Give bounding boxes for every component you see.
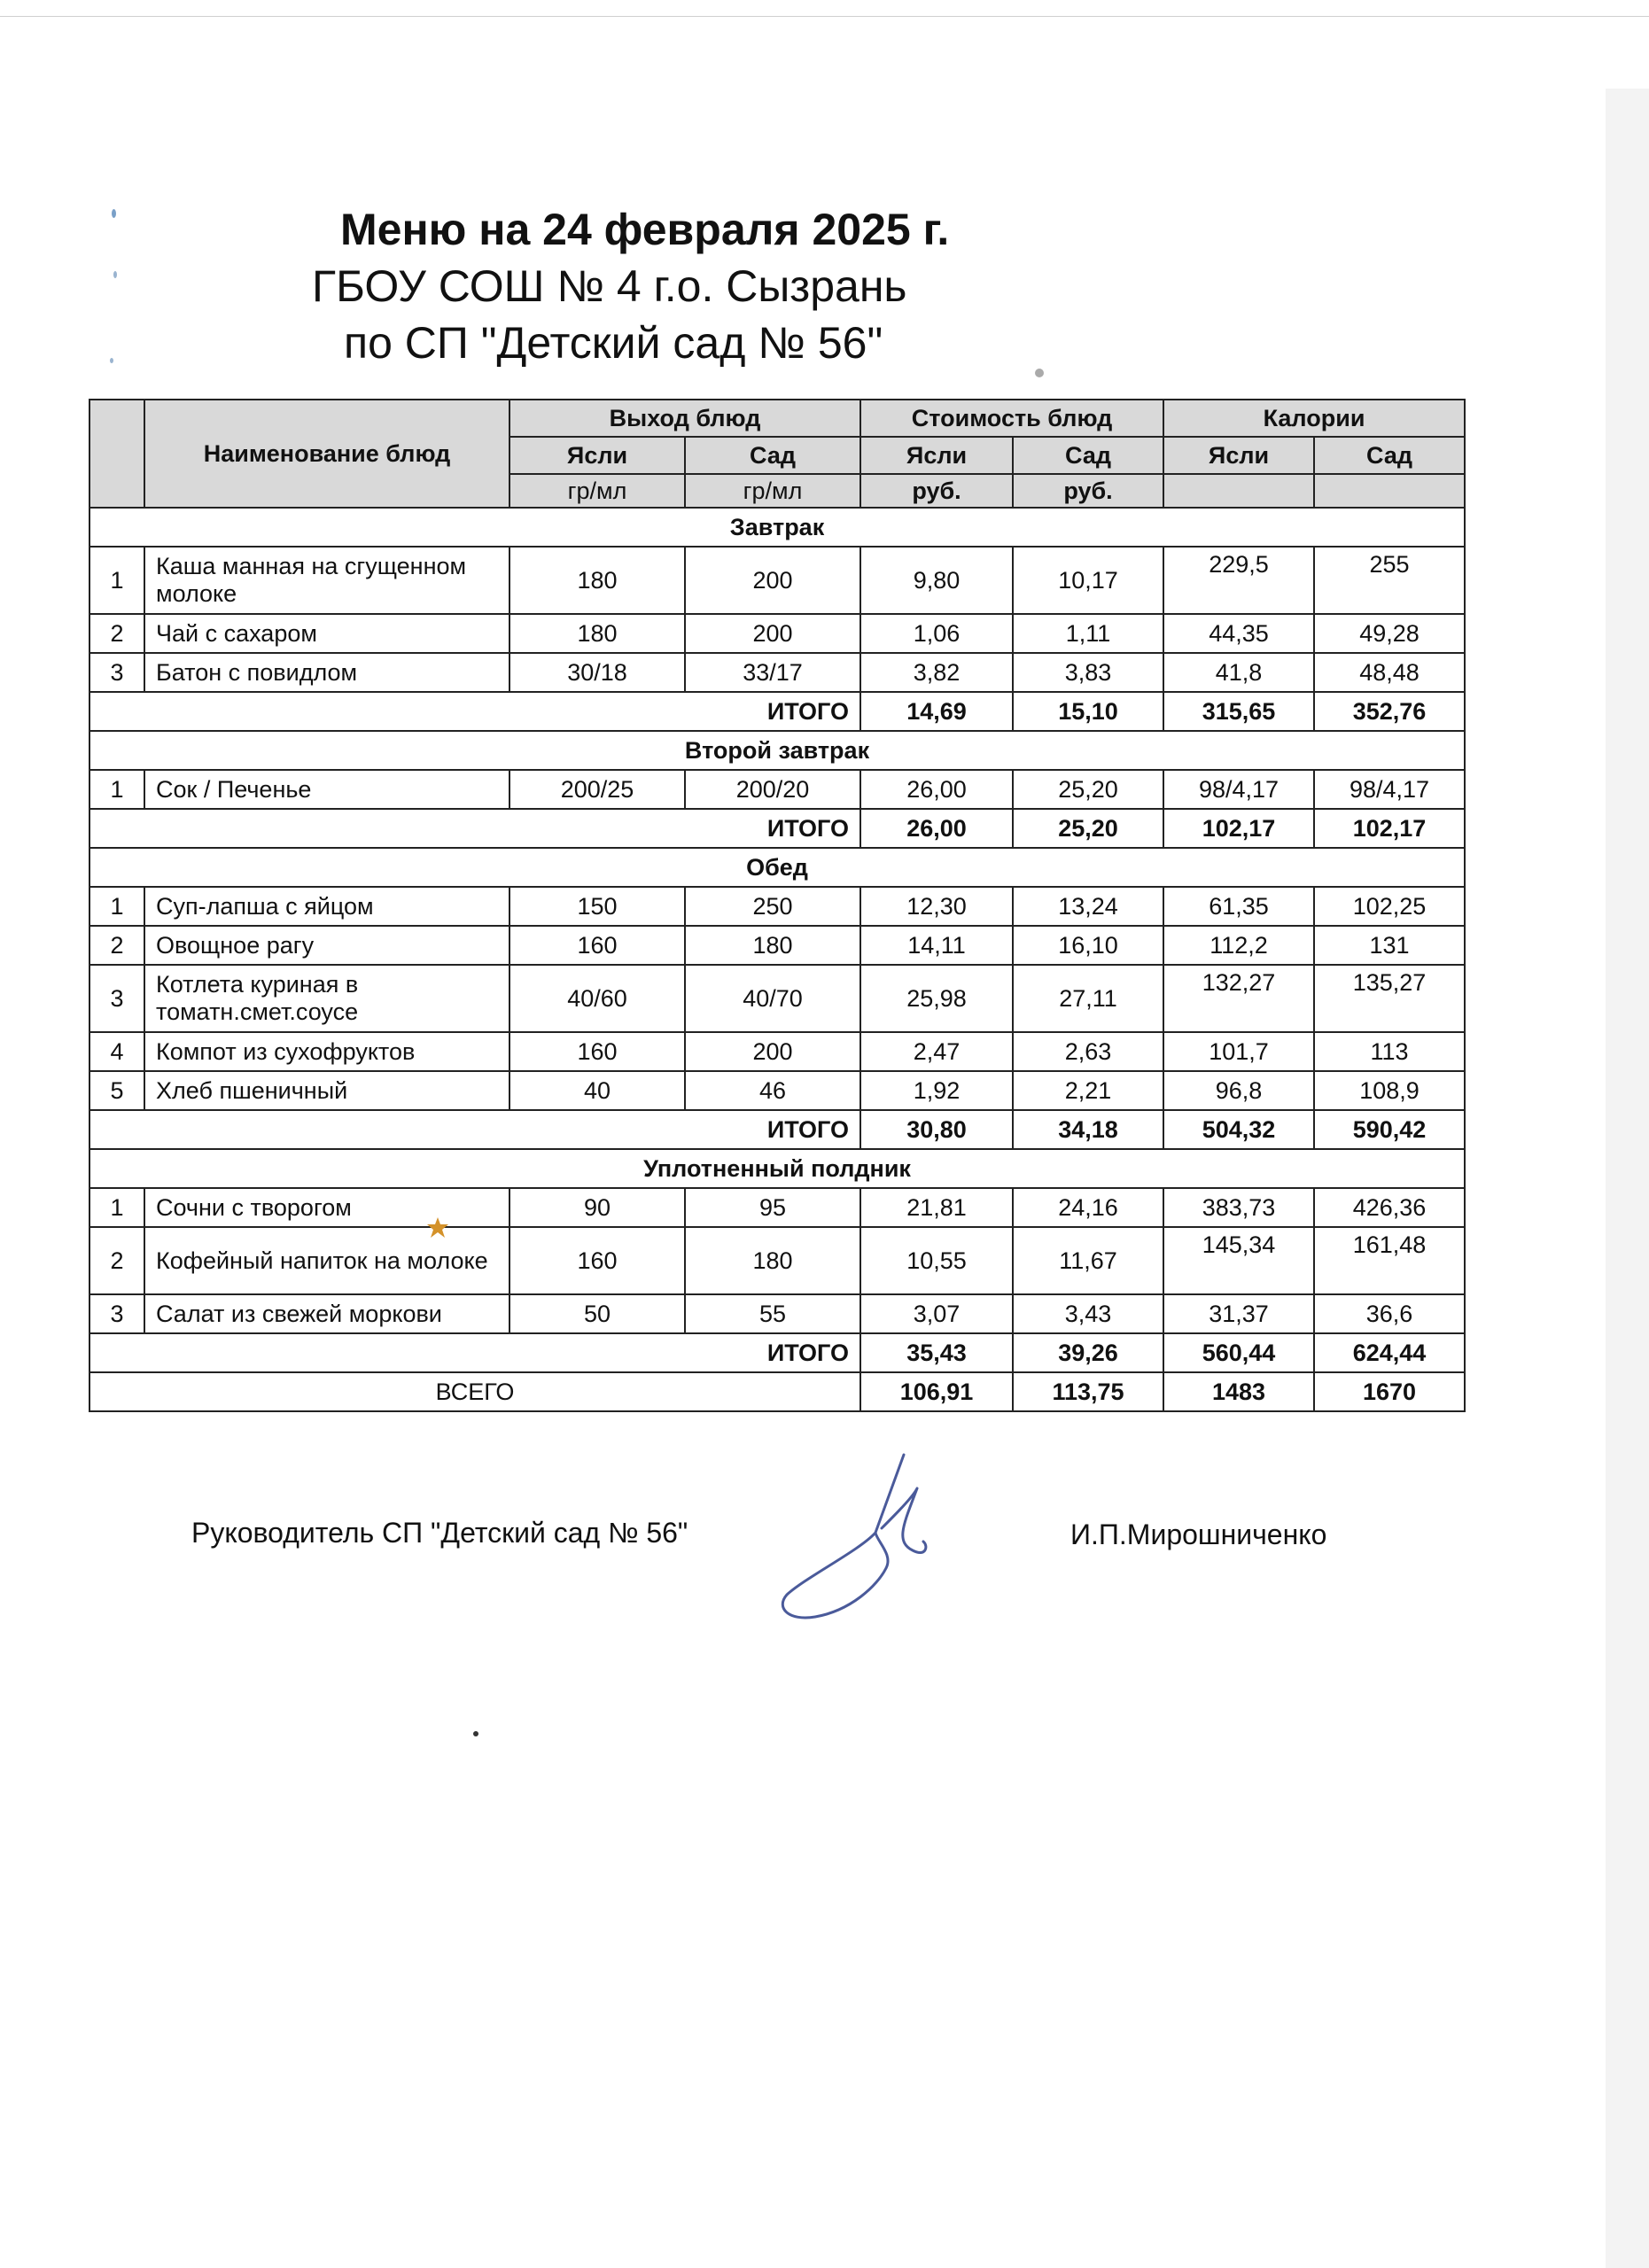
speck-dot bbox=[112, 209, 116, 218]
speck-dot bbox=[473, 1731, 478, 1736]
dish-name: Каша манная на сгущенном молоке bbox=[144, 547, 509, 614]
yield-sad: 200 bbox=[685, 1032, 860, 1071]
total-cost-sad: 39,26 bbox=[1013, 1333, 1163, 1372]
cost-yasli: 21,81 bbox=[860, 1188, 1013, 1227]
cost-sad: 1,11 bbox=[1013, 614, 1163, 653]
yield-sad: 95 bbox=[685, 1188, 860, 1227]
yield-sad: 180 bbox=[685, 1227, 860, 1294]
header-cost-sad: Сад bbox=[1013, 437, 1163, 474]
total-calories-sad: 102,17 bbox=[1314, 809, 1465, 848]
total-row bbox=[89, 692, 1465, 731]
yield-sad: 200 bbox=[685, 614, 860, 653]
dish-number: 1 bbox=[89, 547, 144, 614]
unit-yield-yasli: гр/мл bbox=[509, 474, 685, 508]
yield-yasli: 50 bbox=[509, 1294, 685, 1333]
menu-title: Меню на 24 февраля 2025 г. bbox=[340, 205, 950, 254]
scan-edge-line bbox=[0, 16, 1649, 17]
total-calories-sad: 624,44 bbox=[1314, 1333, 1465, 1372]
total-cost-sad: 34,18 bbox=[1013, 1110, 1163, 1149]
calories-sad: 98/4,17 bbox=[1314, 770, 1465, 809]
dish-number: 4 bbox=[89, 1032, 144, 1071]
cost-sad: 13,24 bbox=[1013, 887, 1163, 926]
cost-yasli: 26,00 bbox=[860, 770, 1013, 809]
calories-sad: 49,28 bbox=[1314, 614, 1465, 653]
speck-dot bbox=[113, 271, 117, 278]
yield-yasli: 160 bbox=[509, 1032, 685, 1071]
dish-number: 2 bbox=[89, 1227, 144, 1294]
grand-total-row bbox=[89, 1372, 1465, 1411]
header-yield-sad: Сад bbox=[685, 437, 860, 474]
cost-yasli: 25,98 bbox=[860, 965, 1013, 1032]
cost-yasli: 10,55 bbox=[860, 1227, 1013, 1294]
dish-name: Овощное рагу bbox=[144, 926, 509, 965]
dish-name: Кофейный напиток на молоке bbox=[144, 1227, 509, 1294]
ink-stain-mark bbox=[425, 1216, 450, 1240]
total-row bbox=[89, 809, 1465, 848]
section-title: Завтрак bbox=[89, 508, 1465, 547]
header-yield-yasli: Ясли bbox=[509, 437, 685, 474]
dish-row bbox=[89, 1032, 1465, 1071]
dish-row bbox=[89, 926, 1465, 965]
cost-sad: 3,83 bbox=[1013, 653, 1163, 692]
total-cost-sad: 25,20 bbox=[1013, 809, 1163, 848]
header-cost-yasli: Ясли bbox=[860, 437, 1013, 474]
speck-dot bbox=[1035, 369, 1044, 377]
signer-name: И.П.Мирошниченко bbox=[1070, 1518, 1327, 1550]
total-cost-yasli: 26,00 bbox=[860, 809, 1013, 848]
yield-yasli: 40/60 bbox=[509, 965, 685, 1032]
yield-sad: 46 bbox=[685, 1071, 860, 1110]
header-num-cell bbox=[89, 400, 144, 508]
calories-yasli: 98/4,17 bbox=[1163, 770, 1314, 809]
grand-calories-sad: 1670 bbox=[1314, 1372, 1465, 1411]
calories-yasli: 112,2 bbox=[1163, 926, 1314, 965]
calories-sad: 426,36 bbox=[1314, 1188, 1465, 1227]
unit-cal-yasli bbox=[1163, 474, 1314, 508]
dish-row bbox=[89, 547, 1465, 614]
grand-cost-yasli: 106,91 bbox=[860, 1372, 1013, 1411]
cost-yasli: 3,07 bbox=[860, 1294, 1013, 1333]
menu-table bbox=[89, 399, 1466, 1412]
cost-sad: 16,10 bbox=[1013, 926, 1163, 965]
dish-row bbox=[89, 1188, 1465, 1227]
total-calories-yasli: 560,44 bbox=[1163, 1333, 1314, 1372]
calories-sad: 135,27 bbox=[1314, 965, 1465, 1032]
dish-name: Чай с сахаром bbox=[144, 614, 509, 653]
total-row bbox=[89, 1110, 1465, 1149]
yield-yasli: 40 bbox=[509, 1071, 685, 1110]
dish-number: 5 bbox=[89, 1071, 144, 1110]
dish-name: Батон с повидлом bbox=[144, 653, 509, 692]
school-name: ГБОУ СОШ № 4 г.о. Сызрань bbox=[312, 261, 907, 311]
speck-dot bbox=[110, 358, 113, 363]
unit-cost-yasli: руб. bbox=[860, 474, 1013, 508]
dish-name: Хлеб пшеничный bbox=[144, 1071, 509, 1110]
calories-sad: 255 bbox=[1314, 547, 1465, 614]
section-row bbox=[89, 731, 1465, 770]
signature-role: Руководитель СП "Детский сад № 56" bbox=[191, 1517, 688, 1549]
cost-sad: 3,43 bbox=[1013, 1294, 1163, 1333]
unit-name: по СП "Детский сад № 56" bbox=[344, 318, 883, 368]
calories-yasli: 41,8 bbox=[1163, 653, 1314, 692]
calories-sad: 108,9 bbox=[1314, 1071, 1465, 1110]
calories-yasli: 96,8 bbox=[1163, 1071, 1314, 1110]
calories-yasli: 383,73 bbox=[1163, 1188, 1314, 1227]
header-yield: Выход блюд bbox=[509, 400, 860, 437]
dish-row bbox=[89, 965, 1465, 1032]
total-row bbox=[89, 1333, 1465, 1372]
calories-sad: 36,6 bbox=[1314, 1294, 1465, 1333]
calories-sad: 48,48 bbox=[1314, 653, 1465, 692]
cost-yasli: 12,30 bbox=[860, 887, 1013, 926]
cost-sad: 24,16 bbox=[1013, 1188, 1163, 1227]
total-cost-sad: 15,10 bbox=[1013, 692, 1163, 731]
yield-yasli: 150 bbox=[509, 887, 685, 926]
section-row bbox=[89, 848, 1465, 887]
cost-sad: 10,17 bbox=[1013, 547, 1163, 614]
total-cost-yasli: 14,69 bbox=[860, 692, 1013, 731]
calories-yasli: 132,27 bbox=[1163, 965, 1314, 1032]
unit-cost-sad: руб. bbox=[1013, 474, 1163, 508]
scan-margin-strip bbox=[1606, 89, 1649, 2268]
header-calories: Калории bbox=[1163, 400, 1465, 437]
dish-row bbox=[89, 1071, 1465, 1110]
handwritten-signature bbox=[771, 1444, 948, 1630]
grand-cost-sad: 113,75 bbox=[1013, 1372, 1163, 1411]
dish-row bbox=[89, 653, 1465, 692]
cost-yasli: 2,47 bbox=[860, 1032, 1013, 1071]
yield-sad: 200/20 bbox=[685, 770, 860, 809]
total-label: ИТОГО bbox=[89, 1110, 860, 1149]
dish-name: Сок / Печенье bbox=[144, 770, 509, 809]
yield-yasli: 180 bbox=[509, 547, 685, 614]
dish-name: Компот из сухофруктов bbox=[144, 1032, 509, 1071]
cost-yasli: 3,82 bbox=[860, 653, 1013, 692]
unit-yield-sad: гр/мл bbox=[685, 474, 860, 508]
dish-number: 1 bbox=[89, 887, 144, 926]
total-calories-yasli: 315,65 bbox=[1163, 692, 1314, 731]
calories-yasli: 145,34 bbox=[1163, 1227, 1314, 1294]
yield-sad: 250 bbox=[685, 887, 860, 926]
calories-sad: 131 bbox=[1314, 926, 1465, 965]
cost-yasli: 14,11 bbox=[860, 926, 1013, 965]
dish-number: 2 bbox=[89, 614, 144, 653]
yield-yasli: 180 bbox=[509, 614, 685, 653]
cost-sad: 2,63 bbox=[1013, 1032, 1163, 1071]
dish-number: 3 bbox=[89, 1294, 144, 1333]
dish-number: 1 bbox=[89, 770, 144, 809]
cost-yasli: 9,80 bbox=[860, 547, 1013, 614]
cost-sad: 25,20 bbox=[1013, 770, 1163, 809]
dish-name: Котлета куриная в томатн.смет.соусе bbox=[144, 965, 509, 1032]
calories-yasli: 44,35 bbox=[1163, 614, 1314, 653]
section-row bbox=[89, 508, 1465, 547]
yield-yasli: 160 bbox=[509, 926, 685, 965]
dish-number: 2 bbox=[89, 926, 144, 965]
cost-yasli: 1,06 bbox=[860, 614, 1013, 653]
calories-sad: 102,25 bbox=[1314, 887, 1465, 926]
cost-sad: 2,21 bbox=[1013, 1071, 1163, 1110]
yield-yasli: 160 bbox=[509, 1227, 685, 1294]
cost-sad: 11,67 bbox=[1013, 1227, 1163, 1294]
dish-number: 1 bbox=[89, 1188, 144, 1227]
dish-number: 3 bbox=[89, 653, 144, 692]
dish-row bbox=[89, 770, 1465, 809]
yield-sad: 40/70 bbox=[685, 965, 860, 1032]
header-dish-name: Наименование блюд bbox=[144, 400, 509, 508]
total-label: ИТОГО bbox=[89, 1333, 860, 1372]
header-cal-yasli: Ясли bbox=[1163, 437, 1314, 474]
calories-yasli: 61,35 bbox=[1163, 887, 1314, 926]
dish-number: 3 bbox=[89, 965, 144, 1032]
cost-sad: 27,11 bbox=[1013, 965, 1163, 1032]
yield-sad: 180 bbox=[685, 926, 860, 965]
yield-sad: 55 bbox=[685, 1294, 860, 1333]
dish-row bbox=[89, 1227, 1465, 1294]
section-title: Уплотненный полдник bbox=[89, 1149, 1465, 1188]
total-cost-yasli: 35,43 bbox=[860, 1333, 1013, 1372]
grand-total-label: ВСЕГО bbox=[89, 1372, 860, 1411]
yield-yasli: 30/18 bbox=[509, 653, 685, 692]
total-label: ИТОГО bbox=[89, 692, 860, 731]
grand-calories-yasli: 1483 bbox=[1163, 1372, 1314, 1411]
cost-yasli: 1,92 bbox=[860, 1071, 1013, 1110]
dish-row bbox=[89, 887, 1465, 926]
total-calories-yasli: 504,32 bbox=[1163, 1110, 1314, 1149]
dish-name: Салат из свежей моркови bbox=[144, 1294, 509, 1333]
calories-yasli: 31,37 bbox=[1163, 1294, 1314, 1333]
dish-row bbox=[89, 1294, 1465, 1333]
section-row bbox=[89, 1149, 1465, 1188]
total-cost-yasli: 30,80 bbox=[860, 1110, 1013, 1149]
yield-yasli: 200/25 bbox=[509, 770, 685, 809]
header-cost: Стоимость блюд bbox=[860, 400, 1163, 437]
total-calories-yasli: 102,17 bbox=[1163, 809, 1314, 848]
section-title: Обед bbox=[89, 848, 1465, 887]
unit-cal-sad bbox=[1314, 474, 1465, 508]
yield-sad: 200 bbox=[685, 547, 860, 614]
header-cal-sad: Сад bbox=[1314, 437, 1465, 474]
total-label: ИТОГО bbox=[89, 809, 860, 848]
dish-name: Сочни с творогом bbox=[144, 1188, 509, 1227]
yield-yasli: 90 bbox=[509, 1188, 685, 1227]
yield-sad: 33/17 bbox=[685, 653, 860, 692]
dish-row bbox=[89, 614, 1465, 653]
total-calories-sad: 352,76 bbox=[1314, 692, 1465, 731]
section-title: Второй завтрак bbox=[89, 731, 1465, 770]
calories-yasli: 101,7 bbox=[1163, 1032, 1314, 1071]
calories-sad: 161,48 bbox=[1314, 1227, 1465, 1294]
dish-name: Суп-лапша с яйцом bbox=[144, 887, 509, 926]
calories-sad: 113 bbox=[1314, 1032, 1465, 1071]
total-calories-sad: 590,42 bbox=[1314, 1110, 1465, 1149]
calories-yasli: 229,5 bbox=[1163, 547, 1314, 614]
